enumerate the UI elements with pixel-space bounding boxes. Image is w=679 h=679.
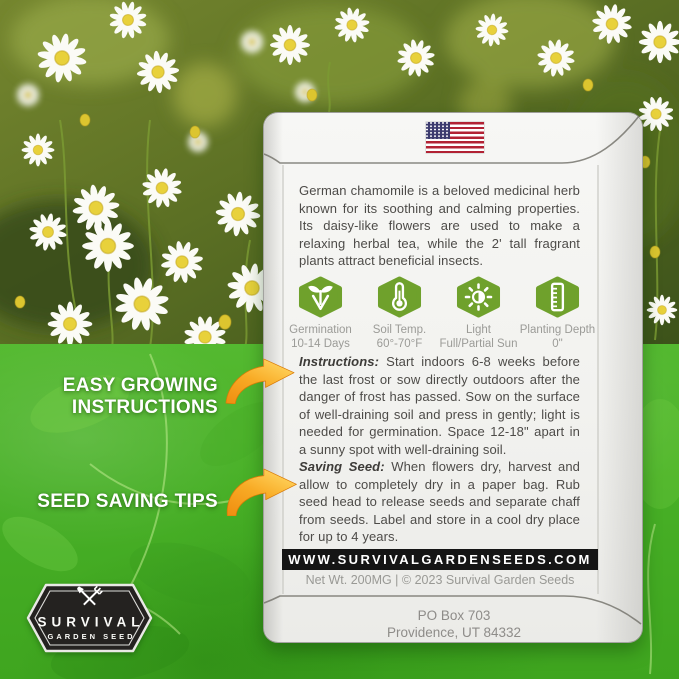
saving-seed-text: When flowers dry, harvest and allow to completely dry in a paper bag. Rub seed head to release seeds and separate chaff from seeds. Label and store in a cool dry place for up to 4 years. <box>299 459 580 544</box>
saving-seed-label: Saving Seed: <box>299 459 385 474</box>
stat-label: Light <box>466 324 491 336</box>
seed-saving-headline: SEED SAVING TIPS <box>37 491 218 512</box>
net-weight-line: Net Wt. 200MG | © 2023 Survival Garden Seeds <box>305 573 575 587</box>
logo-title: SURVIVAL <box>37 614 145 630</box>
stat-label: Soil Temp. <box>372 324 427 336</box>
sun-icon <box>456 276 501 318</box>
instructions-label: Instructions: <box>299 354 380 369</box>
sprout-icon <box>298 276 343 318</box>
logo-subtitle: GARDEN SEED <box>47 632 136 641</box>
website-banner: WWW.SURVIVALGARDENSEEDS.COM <box>282 549 598 570</box>
seed-packet <box>263 112 643 643</box>
stat-label: Germination <box>289 324 352 336</box>
easy-growing-headline <box>0 375 218 418</box>
stat-value: Full/Partial Sun <box>439 337 518 350</box>
instructions-text: Start indoors 6-8 weeks before the last frost or sow directly outdoors after the danger of frost has passed. Sow on the surface of well-draining soil and press in gently; light is needed for germination. Space 12-18" apart in a sunny spot with well-draining soil. <box>299 354 580 457</box>
us-flag-canton <box>426 122 450 139</box>
us-flag <box>426 122 484 153</box>
stat-planting-depth <box>518 276 597 351</box>
curved-arrow-icon <box>221 468 299 516</box>
stat-light <box>439 276 518 351</box>
mailing-address <box>264 607 644 641</box>
stat-soil-temp <box>360 276 439 351</box>
packet-description: German chamomile is a beloved medicinal herb known for its soothing and calming properties. Its daisy-like flowers are used to make a relaxing herbal tea, while the 2' tall fragrant plants attract beneficial insects. <box>299 183 580 268</box>
address-line2: Providence, UT 84332 <box>386 625 522 640</box>
stat-label: Planting Depth <box>519 324 596 336</box>
instructions-paragraph <box>299 353 580 458</box>
stat-value: 10-14 Days <box>291 337 350 350</box>
stat-value: 0" <box>552 337 563 350</box>
ruler-icon <box>535 276 580 318</box>
easy-growing-line2: INSTRUCTIONS <box>71 396 218 418</box>
saving-seed-paragraph <box>299 458 580 546</box>
thermometer-icon <box>377 276 422 318</box>
easy-growing-line1: EASY GROWING <box>62 375 218 396</box>
stats-row <box>281 276 597 351</box>
curved-arrow-icon <box>221 358 299 404</box>
survival-garden-seed-logo <box>26 580 153 656</box>
address-line1: PO Box 703 <box>417 608 491 623</box>
stat-germination <box>281 276 360 351</box>
stat-value: 60°-70°F <box>376 337 423 350</box>
